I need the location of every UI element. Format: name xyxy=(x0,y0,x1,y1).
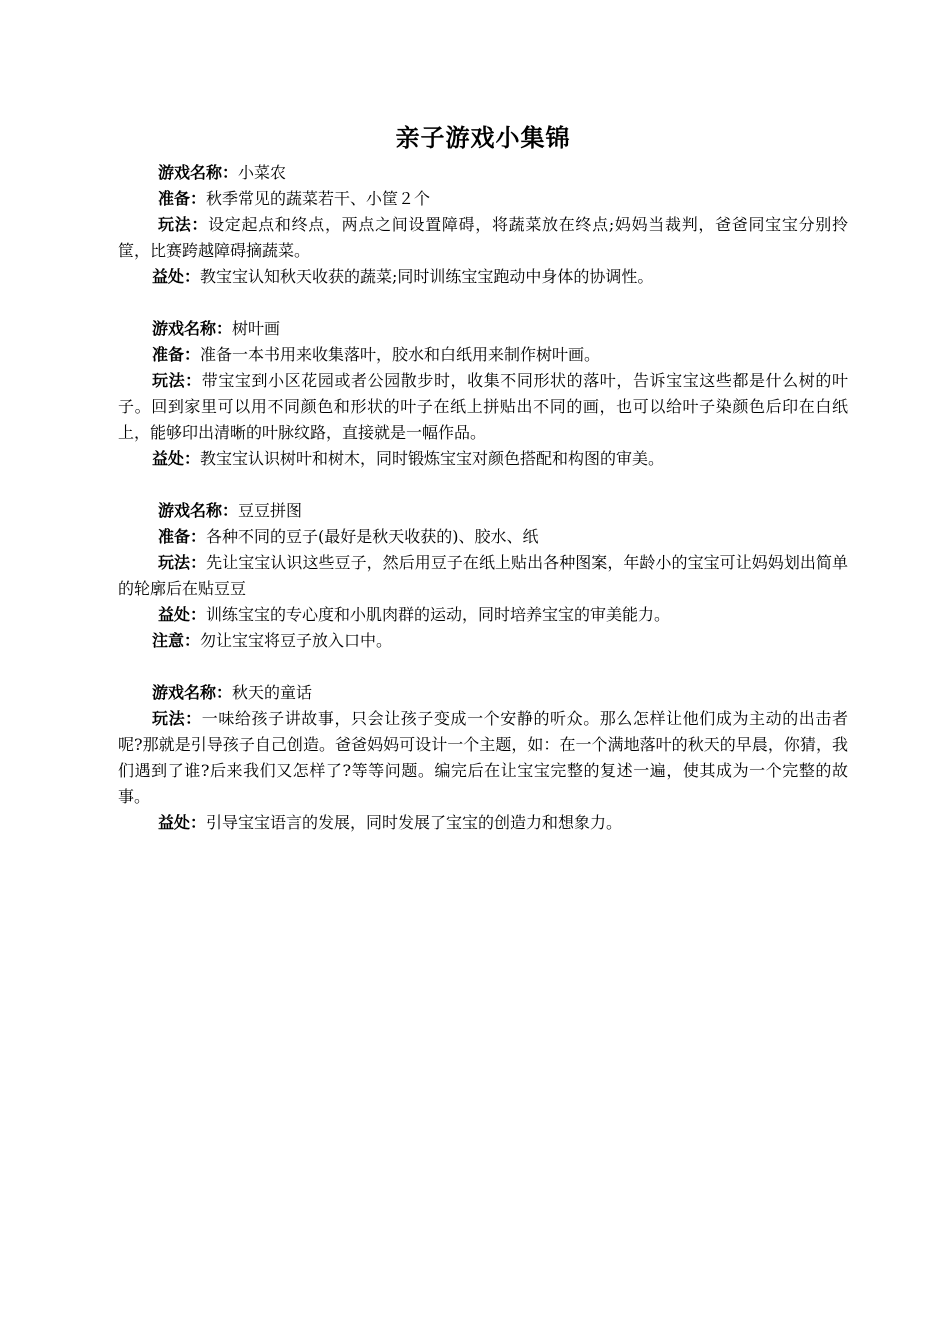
game-name-line xyxy=(118,498,848,524)
game-section-2 xyxy=(118,316,848,472)
prep-text: 各种不同的豆子(最好是秋天收获的)、胶水、纸 xyxy=(206,527,539,546)
benefit-label: 益处： xyxy=(152,267,201,286)
game-name: 秋天的童话 xyxy=(232,683,313,702)
play-label: 玩法： xyxy=(152,709,202,728)
benefit-label: 益处： xyxy=(158,813,207,832)
play-label: 玩法： xyxy=(158,553,207,572)
benefit-text: 教宝宝认知秋天收获的蔬菜;同时训练宝宝跑动中身体的协调性。 xyxy=(200,267,654,286)
play-label: 玩法： xyxy=(152,371,202,390)
play-line xyxy=(118,706,848,810)
benefit-text: 教宝宝认识树叶和树木，同时锻炼宝宝对颜色搭配和构图的审美。 xyxy=(200,449,665,468)
game-name: 小菜农 xyxy=(238,163,287,182)
game-section-1 xyxy=(118,160,848,290)
play-text: 先让宝宝认识这些豆子，然后用豆子在纸上贴出各种图案，年龄小的宝宝可让妈妈划出简单的轮廓后在贴豆豆 xyxy=(118,553,848,598)
benefit-label: 益处： xyxy=(158,605,207,624)
game-name-label: 游戏名称： xyxy=(158,163,239,182)
game-name: 豆豆拼图 xyxy=(238,501,303,520)
note-label: 注意： xyxy=(152,631,201,650)
document-page xyxy=(118,120,848,862)
benefit-text: 训练宝宝的专心度和小肌肉群的运动，同时培养宝宝的审美能力。 xyxy=(206,605,671,624)
play-text: 设定起点和终点，两点之间设置障碍，将蔬菜放在终点;妈妈当裁判，爸爸同宝宝分别拎筐，比赛跨越障碍摘蔬菜。 xyxy=(118,215,848,260)
benefit-line xyxy=(118,810,848,836)
prep-text: 准备一本书用来收集落叶，胶水和白纸用来制作树叶画。 xyxy=(200,345,601,364)
benefit-line xyxy=(118,446,848,472)
game-section-4 xyxy=(118,680,848,836)
benefit-line xyxy=(118,602,848,628)
benefit-label: 益处： xyxy=(152,449,201,468)
prep-label: 准备： xyxy=(158,189,207,208)
play-text: 一味给孩子讲故事，只会让孩子变成一个安静的听众。那么怎样让他们成为主动的出击者呢?那就是引导孩子自己创造。爸爸妈妈可设计一个主题，如：在一个满地落叶的秋天的早晨，你猜，我们遇到了谁?后来我们又怎样了?等等问题。编完后在让宝宝完整的复述一遍，使其成为一个完整的故事。 xyxy=(118,709,848,806)
play-line xyxy=(118,550,848,602)
game-name-label: 游戏名称： xyxy=(152,319,233,338)
document-title: 亲子游戏小集锦 xyxy=(395,124,571,152)
benefit-text: 引导宝宝语言的发展，同时发展了宝宝的创造力和想象力。 xyxy=(206,813,623,832)
play-line xyxy=(118,368,848,446)
prep-line xyxy=(118,342,848,368)
prep-label: 准备： xyxy=(158,527,207,546)
game-name: 树叶画 xyxy=(232,319,281,338)
game-name-line xyxy=(118,680,848,706)
prep-label: 准备： xyxy=(152,345,201,364)
game-name-line xyxy=(118,160,848,186)
play-label: 玩法： xyxy=(158,215,209,234)
note-text: 勿让宝宝将豆子放入口中。 xyxy=(200,631,393,650)
play-line xyxy=(118,212,848,264)
game-name-label: 游戏名称： xyxy=(158,501,239,520)
play-text: 带宝宝到小区花园或者公园散步时，收集不同形状的落叶，告诉宝宝这些都是什么树的叶子。回到家里可以用不同颜色和形状的叶子在纸上拼贴出不同的画，也可以给叶子染颜色后印在白纸上，能够印出清晰的叶脉纹路，直接就是一幅作品。 xyxy=(118,371,848,442)
game-name-label: 游戏名称： xyxy=(152,683,233,702)
benefit-line xyxy=(118,264,848,290)
prep-line xyxy=(118,524,848,550)
note-line xyxy=(118,628,848,654)
game-name-line xyxy=(118,316,848,342)
prep-line xyxy=(118,186,848,212)
prep-text: 秋季常见的蔬菜若干、小筐２个 xyxy=(206,189,431,208)
game-section-3 xyxy=(118,498,848,654)
